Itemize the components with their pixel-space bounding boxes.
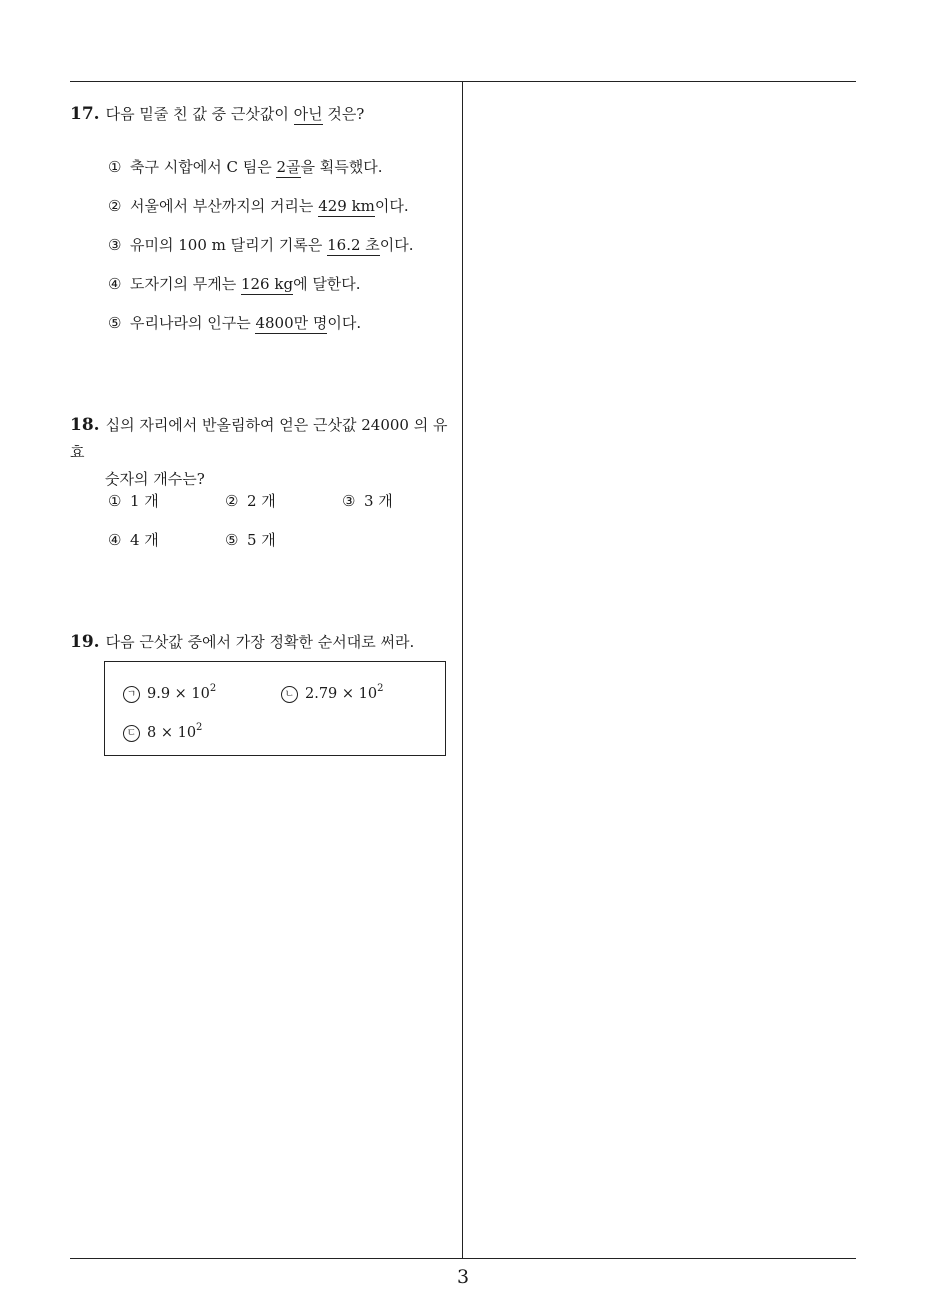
question-19 xyxy=(70,629,458,656)
column-divider xyxy=(462,82,463,1258)
answer-items-box xyxy=(104,661,446,756)
choice-3[interactable]: ③ 3 개 xyxy=(342,492,393,510)
choice-5[interactable]: ⑤ 5 개 xyxy=(225,531,276,549)
choice-3[interactable]: ③ 유미의 100 m 달리기 기록은 16.2 초이다. xyxy=(108,236,414,254)
circled-letter: ㄴ xyxy=(281,686,298,703)
choice-1[interactable]: ① 1 개 xyxy=(108,492,159,510)
header-rule xyxy=(70,81,856,82)
question-17-stem: 17. 다음 밑줄 친 값 중 근삿값이 아닌 것은? xyxy=(70,104,365,124)
choice-5[interactable]: ⑤ 우리나라의 인구는 4800만 명이다. xyxy=(108,314,362,332)
footer-rule xyxy=(70,1258,856,1259)
choice-4[interactable]: ④ 도자기의 무게는 126 kg에 달한다. xyxy=(108,275,361,293)
choice-2[interactable]: ② 서울에서 부산까지의 거리는 429 km이다. xyxy=(108,197,409,215)
question-number: 17. xyxy=(70,104,100,124)
question-18-choices xyxy=(108,490,458,568)
question-18 xyxy=(70,412,458,493)
question-18-stem: 18. 십의 자리에서 반올림하여 얻은 근삿값 24000 의 유효 숫자의 개수는? xyxy=(70,415,448,488)
question-number: 18. xyxy=(70,415,100,435)
question-17 xyxy=(70,101,458,128)
item-digeut: ㄷ $8 \times 10^2$ xyxy=(123,725,202,742)
circled-letter: ㄷ xyxy=(123,725,140,742)
question-17-choices xyxy=(108,156,458,351)
choice-1[interactable]: ① 축구 시합에서 C 팀은 2골을 획득했다. xyxy=(108,158,383,176)
question-19-stem: 19. 다음 근삿값 중에서 가장 정확한 순서대로 써라. xyxy=(70,632,415,652)
question-number: 19. xyxy=(70,632,100,652)
circled-letter: ㄱ xyxy=(123,686,140,703)
item-nieun: ㄴ $2.79 \times 10^2$ xyxy=(281,686,383,703)
page-number: 3 xyxy=(456,1266,470,1288)
item-giyeok: ㄱ $9.9 \times 10^2$ xyxy=(123,686,216,703)
underlined-word: 아닌 xyxy=(293,105,323,123)
choice-4[interactable]: ④ 4 개 xyxy=(108,531,159,549)
choice-2[interactable]: ② 2 개 xyxy=(225,492,276,510)
